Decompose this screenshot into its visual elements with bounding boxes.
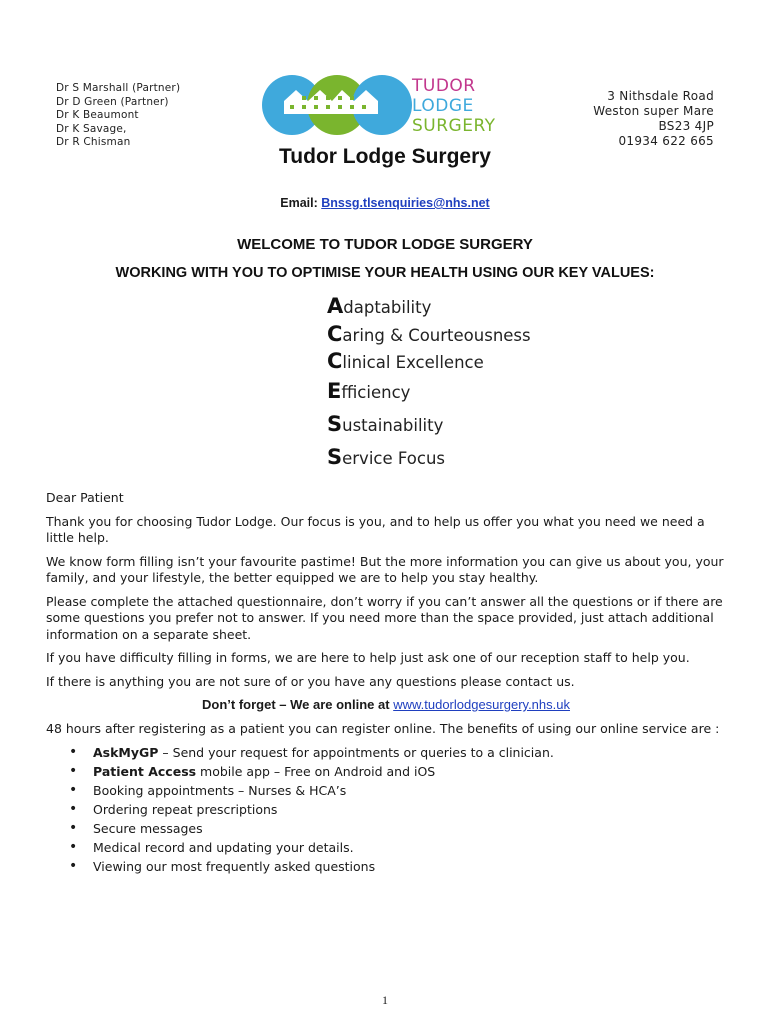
paragraph: Thank you for choosing Tudor Lodge. Our focus is you, and to help us offer you what you need we need a little help. [46,513,705,545]
key-value-item [327,412,531,445]
value-text: aring & Courteousness [342,326,531,345]
website-link[interactable]: www.tudorlodgesurgery.nhs.uk [393,697,570,712]
doctors-list [56,82,180,150]
key-value-item [327,322,531,349]
list-item [93,838,726,857]
list-item [93,819,726,838]
address-line: BS23 4JP [658,119,714,133]
address-phone: 01934 622 665 [618,134,714,148]
item-text: Ordering repeat prescriptions [93,802,278,817]
value-initial: C [327,322,343,346]
item-text: – Send your request for appointments or queries to a clinician. [158,745,554,760]
value-initial: C [327,349,343,373]
email-link[interactable]: Bnssg.tlsenquiries@nhs.net [321,196,490,210]
item-text: mobile app – Free on Android and iOS [196,764,436,779]
logo-line: SURGERY [412,116,496,136]
doctor-name: Dr R Chisman [56,136,131,148]
online-prefix: Don’t forget – We are online at [202,697,390,712]
logo-house-icon [262,74,412,136]
logo-line: TUDOR [412,76,476,96]
benefits-list [46,743,726,876]
address-line: 3 Nithsdale Road [607,89,714,103]
email-label: Email: [280,196,318,210]
letter-body [46,490,726,876]
logo-line: LODGE [412,96,474,116]
doctor-name: Dr K Beaumont [56,109,139,121]
paragraph: Please complete the attached questionnaire, don’t worry if you can’t answer all the questions or if there are some questions you prefer not to answer. If you need more than the space provided, just attach additional information on a separate sheet. [46,593,723,642]
value-text: linical Excellence [342,353,484,372]
value-text: fficiency [341,383,411,402]
doctor-name: Dr S Marshall (Partner) [56,82,181,94]
values-heading: WORKING WITH YOU TO OPTIMISE YOUR HEALTH USING OUR KEY VALUES: [115,265,655,281]
paragraph: We know form filling isn’t your favourite pastime! But the more information you can give us about you, your family, and your lifestyle, the better equipped we are to help you stay healthy. [46,553,724,585]
key-value-item [327,349,531,379]
salutation: Dear Patient [46,490,124,505]
logo-wordmark [412,76,496,136]
value-text: daptability [343,298,432,317]
list-item [93,800,726,819]
key-values-list [327,294,531,469]
key-value-item [327,445,531,469]
address-line: Weston super Mare [593,104,714,118]
online-notice [46,697,726,714]
item-bold: AskMyGP [93,745,159,760]
page-title: Tudor Lodge Surgery [279,145,491,168]
list-item [93,781,726,800]
paragraph: If there is anything you are not sure of or you have any questions please contact us. [46,673,575,689]
value-initial: S [327,412,343,436]
email-line [0,196,770,210]
item-text: Medical record and updating your details. [93,840,354,855]
list-item [93,857,726,876]
key-value-item [327,379,531,412]
list-item [93,762,726,781]
item-bold: Patient Access [93,764,197,779]
list-item [93,743,726,762]
item-text: Viewing our most frequently asked questions [93,859,376,874]
value-text: ervice Focus [342,449,446,468]
surgery-address [593,89,714,149]
value-initial: E [327,379,342,403]
doctor-name: Dr K Savage, [56,122,127,135]
value-initial: S [327,445,343,469]
item-text: Secure messages [93,821,203,836]
doctor-name: Dr D Green (Partner) [56,95,169,108]
surgery-logo [262,74,512,136]
page-number: 1 [382,993,388,1007]
item-text: Booking appointments – Nurses & HCA’s [93,783,347,798]
key-value-item [327,294,531,322]
welcome-heading: WELCOME TO TUDOR LODGE SURGERY [237,236,533,253]
value-text: ustainability [342,416,444,435]
paragraph: 48 hours after registering as a patient you can register online. The benefits of using our online service are : [46,720,720,736]
paragraph: If you have difficulty filling in forms, we are here to help just ask one of our reception staff to help you. [46,650,690,665]
value-initial: A [327,294,344,318]
